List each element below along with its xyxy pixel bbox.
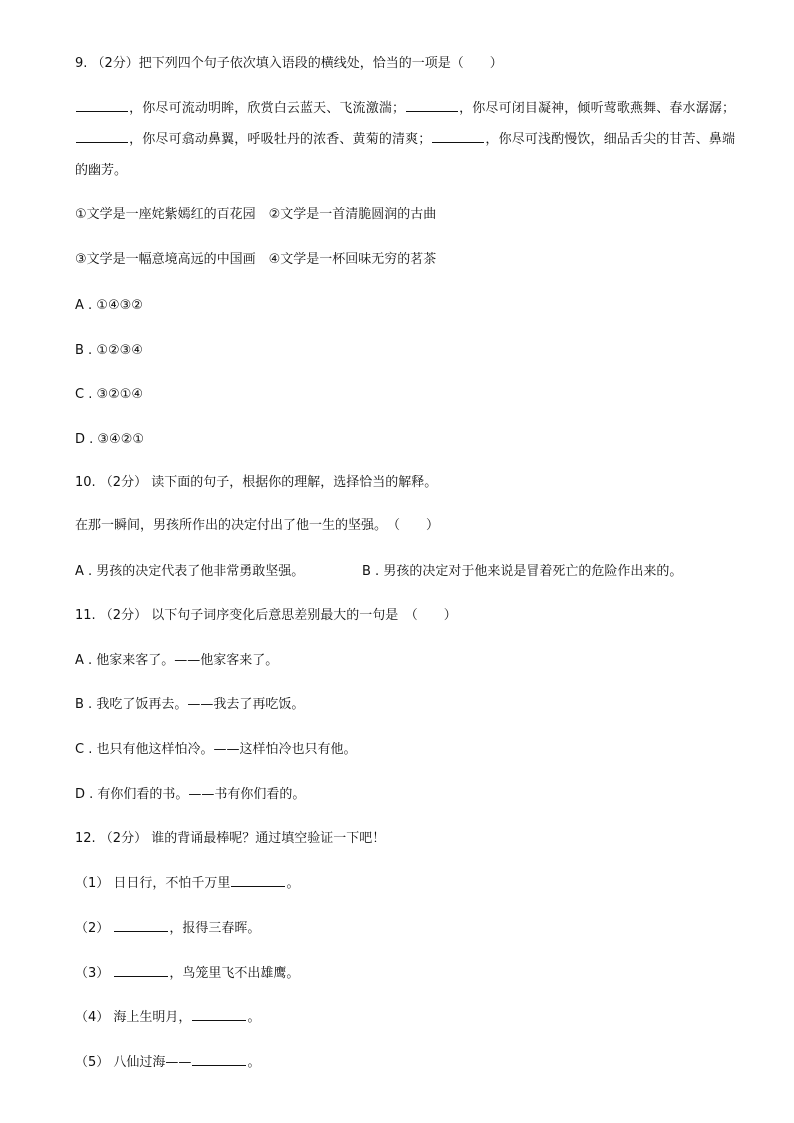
fill-blank-3 — [76, 129, 128, 143]
fill-blank-1 — [76, 98, 128, 112]
question-10-option-a: A . 男孩的决定代表了他非常勇敢坚强。 — [75, 564, 305, 579]
passage-segment-1: ，你尽可流动明眸，欣赏白云蓝天、飞流激湍； — [129, 101, 405, 116]
question-9-sentences-line-2: ③文学是一幅意境高远的中国画 ④文学是一杯回味无穷的茗茶 — [75, 252, 437, 267]
answer-blank — [114, 963, 168, 977]
question-9-sentences-line-1: ①文学是一座姹紫嫣红的百花园 ②文学是一首清脆圆润的古曲 — [75, 207, 437, 222]
item-text-before: 日日行，不怕千万里 — [113, 876, 231, 891]
fill-blank-2 — [406, 98, 458, 112]
question-11-option-d: D . 有你们看的书。——书有你们看的。 — [75, 787, 306, 802]
question-12-item-5 — [75, 1052, 260, 1073]
item-text-after: 。 — [286, 876, 300, 891]
answer-blank — [192, 1007, 246, 1021]
answer-blank — [114, 918, 168, 932]
question-11-stem: 11. （2分） 以下句子词序变化后意思差别最大的一句是 （ ） — [75, 608, 457, 623]
item-text-after: ，鸟笼里飞不出雄鹰。 — [169, 966, 300, 981]
passage-segment-2: ，你尽可闭目凝神，倾听莺歌燕舞、春水潺潺； — [459, 101, 735, 116]
fill-blank-4 — [432, 129, 484, 143]
item-text-before: 八仙过海—— — [113, 1055, 192, 1070]
question-10-option-b: B . 男孩的决定对于他来说是冒着死亡的危险作出来的。 — [362, 564, 683, 579]
passage-segment-3: ，你尽可翕动鼻翼，呼吸牡丹的浓香、黄菊的清爽； — [129, 132, 432, 147]
question-9-stem: 9. （2分）把下列四个句子依次填入语段的横线处，恰当的一项是（ ） — [75, 56, 503, 71]
question-12-item-4 — [75, 1007, 260, 1028]
item-text-after: 。 — [247, 1055, 261, 1070]
item-number: （3） — [75, 966, 110, 981]
question-10-sentence: 在那一瞬间，男孩所作出的决定付出了他一生的坚强。 （ ） — [75, 518, 440, 533]
question-11-option-b: B . 我吃了饭再去。——我去了再吃饭。 — [75, 697, 305, 712]
question-12-item-2 — [75, 918, 260, 939]
item-text-after: ，报得三春晖。 — [169, 921, 261, 936]
item-number: （2） — [75, 921, 110, 936]
question-11-option-c: C . 也只有他这样怕冷。——这样怕冷也只有他。 — [75, 742, 357, 757]
question-9-option-b: B . ①②③④ — [75, 343, 143, 358]
item-number: （5） — [75, 1055, 110, 1070]
question-9-option-d: D . ③④②① — [75, 432, 145, 447]
item-text-before: 海上生明月， — [113, 1010, 192, 1025]
question-12-stem: 12. （2分） 谁的背诵最棒呢？通过填空验证一下吧！ — [75, 831, 386, 846]
question-9-passage — [75, 93, 735, 186]
answer-blank — [231, 873, 285, 887]
question-11-option-a: A . 他家来客了。——他家客来了。 — [75, 653, 279, 668]
question-9-option-c: C . ③②①④ — [75, 387, 144, 402]
item-number: （4） — [75, 1010, 110, 1025]
item-text-after: 。 — [247, 1010, 261, 1025]
question-12-item-1 — [75, 873, 299, 894]
passage-segment-4: ，你尽可浅酌慢饮，细品舌尖的甘苦、鼻端的幽芳。 — [75, 132, 735, 178]
question-12-item-3 — [75, 963, 299, 984]
question-9-option-a: A . ①④③② — [75, 298, 143, 313]
item-number: （1） — [75, 876, 110, 891]
answer-blank — [192, 1052, 246, 1066]
question-10-stem: 10. （2分） 读下面的句子，根据你的理解，选择恰当的解释。 — [75, 475, 438, 490]
